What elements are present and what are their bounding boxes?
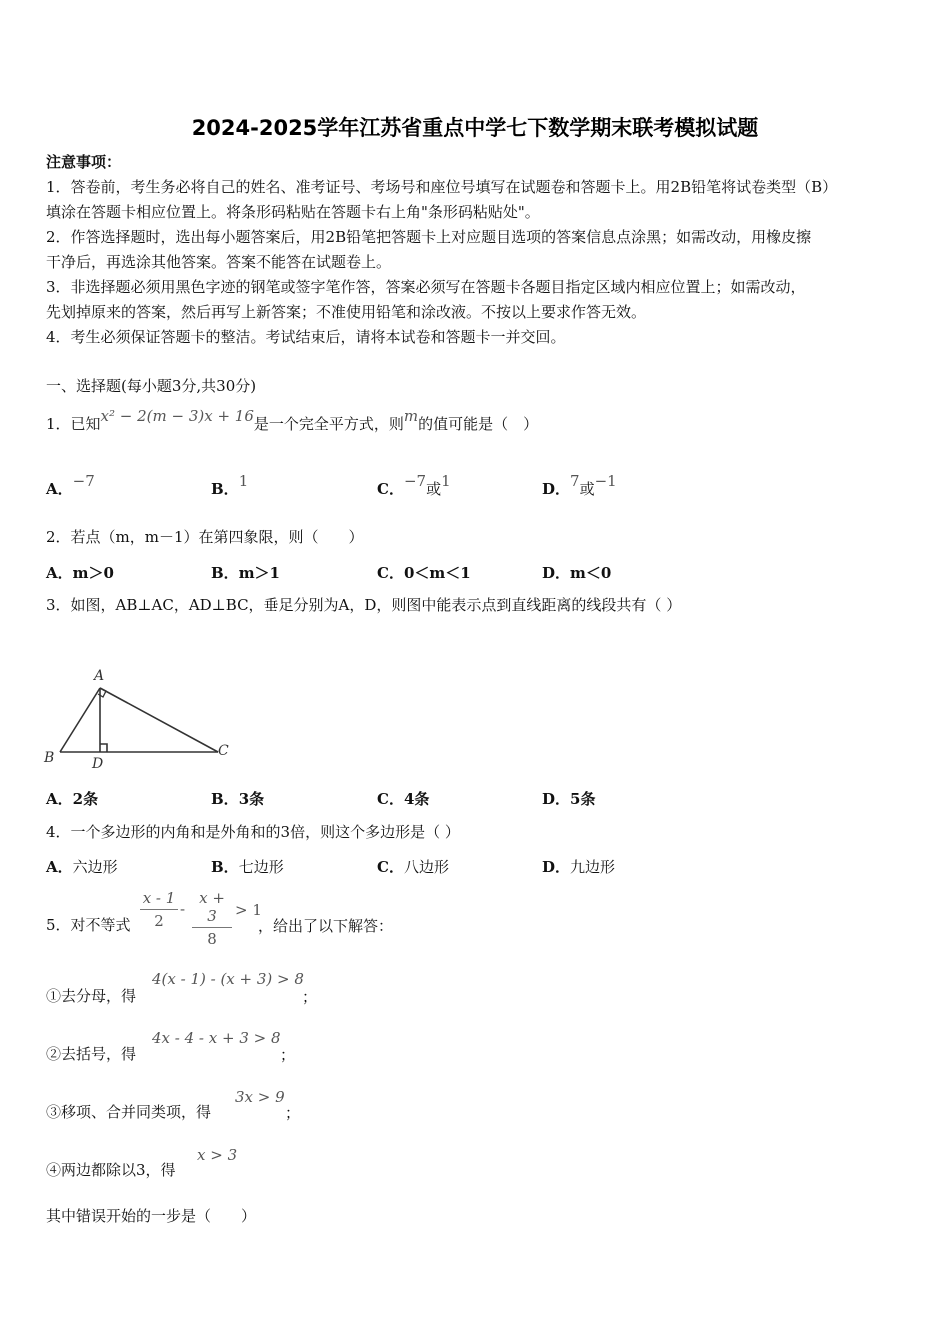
step-4-expression: x > 3 — [197, 1146, 238, 1164]
option-or: 或 — [579, 480, 595, 498]
option-text: m＜0 — [570, 564, 612, 582]
q4-option-c[interactable] — [377, 856, 449, 877]
option-label: D． — [542, 564, 571, 582]
option-text: 3条 — [238, 790, 265, 808]
question-4: 4．一个多边形的内角和是外角和的3倍，则这个多边形是（ ） — [46, 823, 460, 841]
question-1-expression: x² − 2(m − 3)x + 16 — [100, 407, 254, 425]
label-c: C — [218, 743, 229, 759]
question-5-pre: 5．对不等式 — [46, 916, 131, 934]
question-1-variable: m — [403, 407, 419, 425]
step-1-expression: 4(x - 1) - (x + 3) > 8 — [152, 970, 304, 988]
option-label: A． — [46, 858, 73, 876]
question-1-mid: 是一个完全平方式，则 — [253, 415, 404, 433]
option-label: B． — [211, 564, 239, 582]
q1-option-c[interactable] — [377, 472, 451, 499]
fraction-2-numerator: x + 3 — [199, 889, 225, 925]
option-label: C． — [377, 480, 404, 498]
q3-option-b[interactable] — [211, 788, 264, 809]
step-2-label: ②去括号，得 — [46, 1045, 137, 1063]
inequality-rhs: > 1 — [235, 901, 262, 919]
option-text: 八边形 — [403, 858, 449, 876]
option-label: A． — [46, 480, 73, 498]
fraction-1 — [140, 889, 178, 930]
option-label: B． — [211, 790, 239, 808]
label-a: A — [94, 668, 105, 684]
question-1-post: 的值可能是（ ） — [418, 415, 539, 433]
step-1-label: ①去分母，得 — [46, 987, 137, 1005]
fraction-1-numerator: x - 1 — [142, 889, 176, 907]
q4-option-b[interactable] — [211, 856, 284, 877]
option-text: m＞1 — [238, 564, 280, 582]
option-label: B． — [211, 480, 239, 498]
option-text: 七边形 — [238, 858, 284, 876]
option-value: −1 — [594, 472, 617, 490]
option-value: −7 — [403, 472, 427, 490]
question-2: 2．若点（m，m－1）在第四象限，则（ ） — [46, 528, 364, 546]
step-3-expression: 3x > 9 — [235, 1088, 285, 1106]
q1-option-a[interactable] — [46, 472, 95, 499]
step-4-label: ④两边都除以3，得 — [46, 1161, 176, 1179]
fraction-1-denominator: 2 — [154, 912, 164, 930]
label-d: D — [92, 756, 104, 772]
label-b: B — [44, 750, 55, 766]
option-text: 九边形 — [570, 858, 616, 876]
option-label: B． — [211, 858, 239, 876]
option-value: 1 — [441, 472, 451, 490]
option-label: A． — [46, 564, 73, 582]
q4-option-a[interactable] — [46, 856, 118, 877]
q3-option-d[interactable] — [542, 788, 595, 809]
q1-option-b[interactable] — [211, 472, 249, 499]
question-1-pre: 1．已知 — [46, 415, 101, 433]
option-value: −7 — [72, 472, 95, 490]
notice-line: 填涂在答题卡相应位置上。将条形码粘贴在答题卡右上角"条形码粘贴处"。 — [46, 203, 540, 221]
option-label: C． — [377, 858, 404, 876]
option-label: D． — [542, 858, 571, 876]
step-3-label: ③移项、合并同类项，得 — [46, 1103, 212, 1121]
option-value: 1 — [238, 472, 249, 490]
option-text: m＞0 — [72, 564, 114, 582]
notice-line: 3．非选择题必须用黑色字迹的钢笔或签字笔作答，答案必须写在答题卡各题目指定区域内相应位置上；如需改动， — [46, 278, 806, 296]
right-angle-mark-d — [100, 744, 107, 752]
fraction-2 — [192, 889, 232, 948]
q3-option-a[interactable] — [46, 788, 98, 809]
q2-option-a[interactable] — [46, 562, 114, 583]
option-label: C． — [377, 790, 404, 808]
step-1-semicolon: ； — [302, 988, 318, 1006]
question-3: 3．如图，AB⊥AC，AD⊥BC，垂足分别为A，D，则图中能表示点到直线距离的线段共有（ ） — [46, 596, 682, 614]
option-text: 0＜m＜1 — [403, 564, 471, 582]
q2-option-b[interactable] — [211, 562, 280, 583]
q3-option-c[interactable] — [377, 788, 429, 809]
q2-option-c[interactable] — [377, 562, 471, 583]
triangle-figure — [40, 660, 240, 772]
question-5-ask: 其中错误开始的一步是（ ） — [46, 1207, 257, 1225]
step-3-semicolon: ； — [285, 1104, 301, 1122]
question-5-post: ，给出了以下解答： — [258, 917, 394, 935]
step-2-semicolon: ； — [280, 1046, 296, 1064]
option-text: 2条 — [72, 790, 99, 808]
option-text: 4条 — [403, 790, 430, 808]
option-label: C． — [377, 564, 404, 582]
q2-option-d[interactable] — [542, 562, 611, 583]
q1-option-d[interactable] — [542, 472, 617, 499]
question-1 — [46, 407, 539, 434]
segment-ab — [60, 688, 100, 752]
page-title: 2024-2025学年江苏省重点中学七下数学期末联考模拟试题 — [191, 116, 759, 140]
option-label: A． — [46, 790, 73, 808]
notice-line: 1．答卷前，考生务必将自己的姓名、准考证号、考场号和座位号填写在试题卷和答题卡上。用2B铅笔将试卷类型（B） — [46, 178, 838, 196]
step-2-expression: 4x - 4 - x + 3 > 8 — [152, 1029, 281, 1047]
notice-line: 2．作答选择题时，选出每小题答案后，用2B铅笔把答题卡上对应题目选项的答案信息点涂黑；如需改动，用橡皮擦 — [46, 228, 812, 246]
option-or: 或 — [426, 480, 442, 498]
notice-line: 4．考生必须保证答题卡的整洁。考试结束后，请将本试卷和答题卡一并交回。 — [46, 328, 566, 346]
option-text: 5条 — [570, 790, 596, 808]
notice-line: 干净后，再选涂其他答案。答案不能答在试题卷上。 — [46, 253, 392, 271]
option-text: 六边形 — [72, 858, 118, 876]
segment-ac — [100, 688, 218, 752]
option-value: 7 — [570, 472, 580, 490]
q4-option-d[interactable] — [542, 856, 615, 877]
notice-line: 先划掉原来的答案，然后再写上新答案；不准使用铅笔和涂改液。不按以上要求作答无效。 — [46, 303, 647, 321]
section-heading: 一、选择题(每小题3分,共30分) — [46, 377, 257, 395]
fraction-2-denominator: 8 — [207, 930, 217, 948]
option-label: D． — [542, 480, 571, 498]
notice-heading: 注意事项： — [46, 153, 122, 171]
minus-sign: - — [180, 900, 186, 918]
option-label: D． — [542, 790, 571, 808]
